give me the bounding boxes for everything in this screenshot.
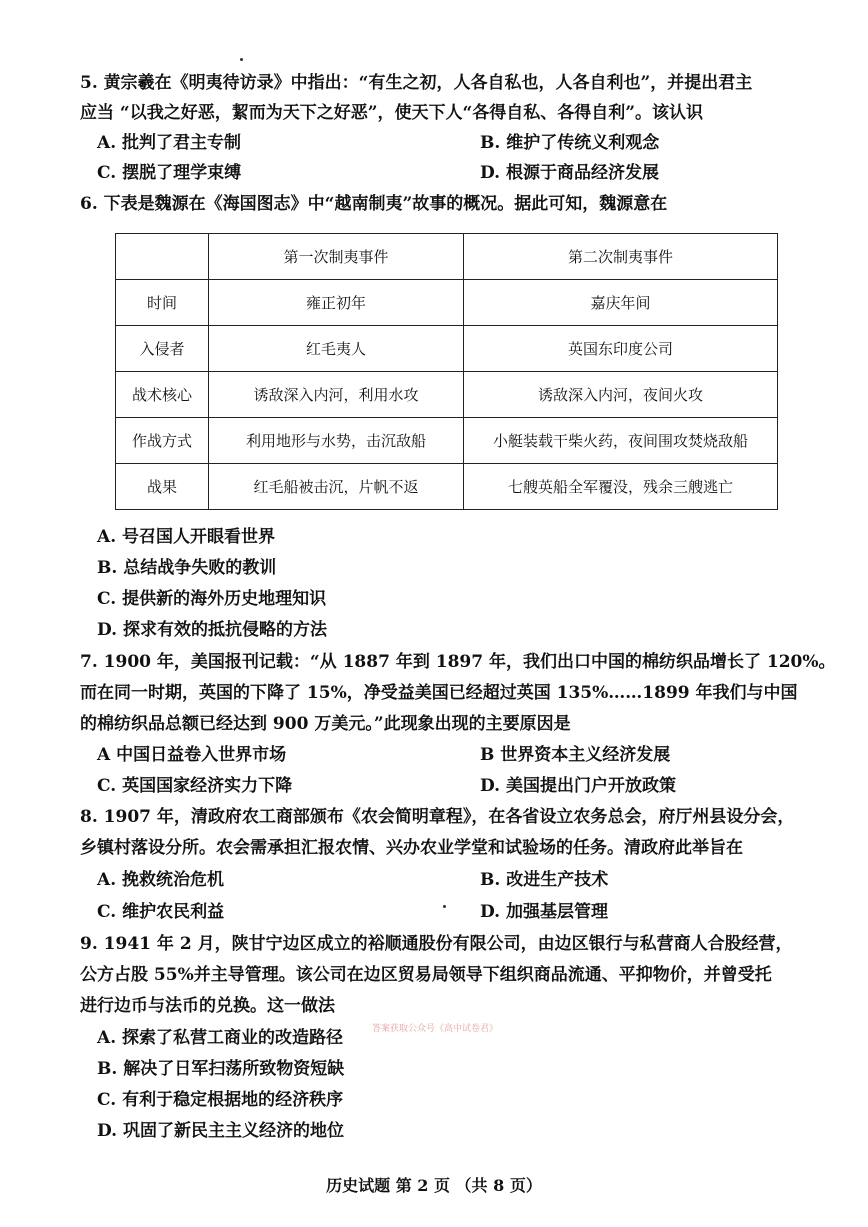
table-header-second-event: 第二次制夷事件 <box>464 234 778 280</box>
q7-option-b: B 世界资本主义经济发展 <box>480 745 671 765</box>
q8-option-d: D. 加强基层管理 <box>480 902 608 922</box>
q9-stem-line3: 进行边币与法币的兑换。这一做法 <box>80 996 335 1016</box>
watermark: 答案获取公众号《高中试卷君》 <box>372 1024 499 1034</box>
table-header-first-event: 第一次制夷事件 <box>209 234 464 280</box>
q6-option-b: B. 总结战争失败的教训 <box>97 558 277 578</box>
table-cell: 雍正初年 <box>209 280 464 326</box>
q7-option-c: C. 英国国家经济实力下降 <box>97 776 293 796</box>
table-cell: 小艇装载干柴火药，夜间围攻焚烧敌船 <box>464 418 778 464</box>
q8-option-c: C. 维护农民利益 <box>97 902 225 922</box>
q5-option-b: B. 维护了传统义利观念 <box>480 133 660 153</box>
table-cell: 红毛夷人 <box>209 326 464 372</box>
page-footer: 历史试题 第 2 页 （共 8 页） <box>326 1176 542 1195</box>
q7-option-a: A 中国日益卷入世界市场 <box>97 745 287 765</box>
table-row-label: 时间 <box>116 280 209 326</box>
table-row-label: 入侵者 <box>116 326 209 372</box>
q9-option-a: A. 探索了私营工商业的改造路径 <box>97 1028 344 1048</box>
q7-stem-line1: 7. 1900 年，美国报刊记载：“从 1887 年到 1897 年，我们出口中国的棉纺织品增长了 120%。 <box>80 652 836 672</box>
table-row-label: 战术核心 <box>116 372 209 418</box>
q7-stem-line3: 的棉纺织品总额已经达到 900 万美元。”此现象出现的主要原因是 <box>80 714 571 734</box>
table-cell: 七艘英船全军覆没，残余三艘逃亡 <box>464 464 778 510</box>
table-cell: 红毛船被击沉，片帆不返 <box>209 464 464 510</box>
table-row-label: 作战方式 <box>116 418 209 464</box>
table-cell: 嘉庆年间 <box>464 280 778 326</box>
table-row-label: 战果 <box>116 464 209 510</box>
table-cell: 诱敌深入内河，利用水攻 <box>209 372 464 418</box>
q6-table <box>115 233 778 510</box>
q6-option-a: A. 号召国人开眼看世界 <box>97 527 276 547</box>
q8-option-b: B. 改进生产技术 <box>480 870 609 890</box>
table-row <box>116 418 778 464</box>
table-row <box>116 326 778 372</box>
q5-option-a: A. 批判了君主专制 <box>97 133 242 153</box>
table-row <box>116 280 778 326</box>
q8-stem-line2: 乡镇村落设分所。农会需承担汇报农情、兴办农业学堂和试验场的任务。清政府此举旨在 <box>80 838 743 858</box>
table-cell: 诱敌深入内河，夜间火攻 <box>464 372 778 418</box>
q6-option-d: D. 探求有效的抵抗侵略的方法 <box>97 620 327 640</box>
q5-stem-line1: 5. 黄宗羲在《明夷待访录》中指出：“有生之初，人各自私也，人各自利也”，并提出君主 <box>80 73 753 93</box>
scan-speck <box>443 905 446 908</box>
q5-stem-line2: 应当 “以我之好恶，絜而为天下之好恶”，使天下人“各得自私、各得自利”。该认识 <box>80 103 704 123</box>
scan-speck <box>240 58 243 61</box>
q7-stem-line2: 而在同一时期，英国的下降了 15%，净受益美国已经超过英国 135%……1899 年我们与中国 <box>80 683 798 703</box>
table-cell: 英国东印度公司 <box>464 326 778 372</box>
q9-option-c: C. 有利于稳定根据地的经济秩序 <box>97 1090 344 1110</box>
q9-option-b: B. 解决了日军扫荡所致物资短缺 <box>97 1059 345 1079</box>
table-row <box>116 372 778 418</box>
q6-option-c: C. 提供新的海外历史地理知识 <box>97 589 327 609</box>
q9-stem-line1: 9. 1941 年 2 月，陕甘宁边区成立的裕顺通股份有限公司，由边区银行与私营商人合股经营， <box>80 934 793 954</box>
q9-option-d: D. 巩固了新民主主义经济的地位 <box>97 1121 344 1141</box>
q5-option-c: C. 摆脱了理学束缚 <box>97 163 242 183</box>
q8-option-a: A. 挽救统治危机 <box>97 870 225 890</box>
table-header-row <box>116 234 778 280</box>
q5-option-d: D. 根源于商品经济发展 <box>480 163 659 183</box>
q9-stem-line2: 公方占股 55%并主导管理。该公司在边区贸易局领导下组织商品流通、平抑物价，并曾受托 <box>80 965 772 985</box>
table-header-empty <box>116 234 209 280</box>
table-row <box>116 464 778 510</box>
q6-stem: 6. 下表是魏源在《海国图志》中“越南制夷”故事的概况。据此可知，魏源意在 <box>80 194 668 214</box>
q7-option-d: D. 美国提出门户开放政策 <box>480 776 676 796</box>
table-cell: 利用地形与水势，击沉敌船 <box>209 418 464 464</box>
q8-stem-line1: 8. 1907 年，清政府农工商部颁布《农会简明章程》，在各省设立农务总会，府厅州县设分会， <box>80 807 795 827</box>
